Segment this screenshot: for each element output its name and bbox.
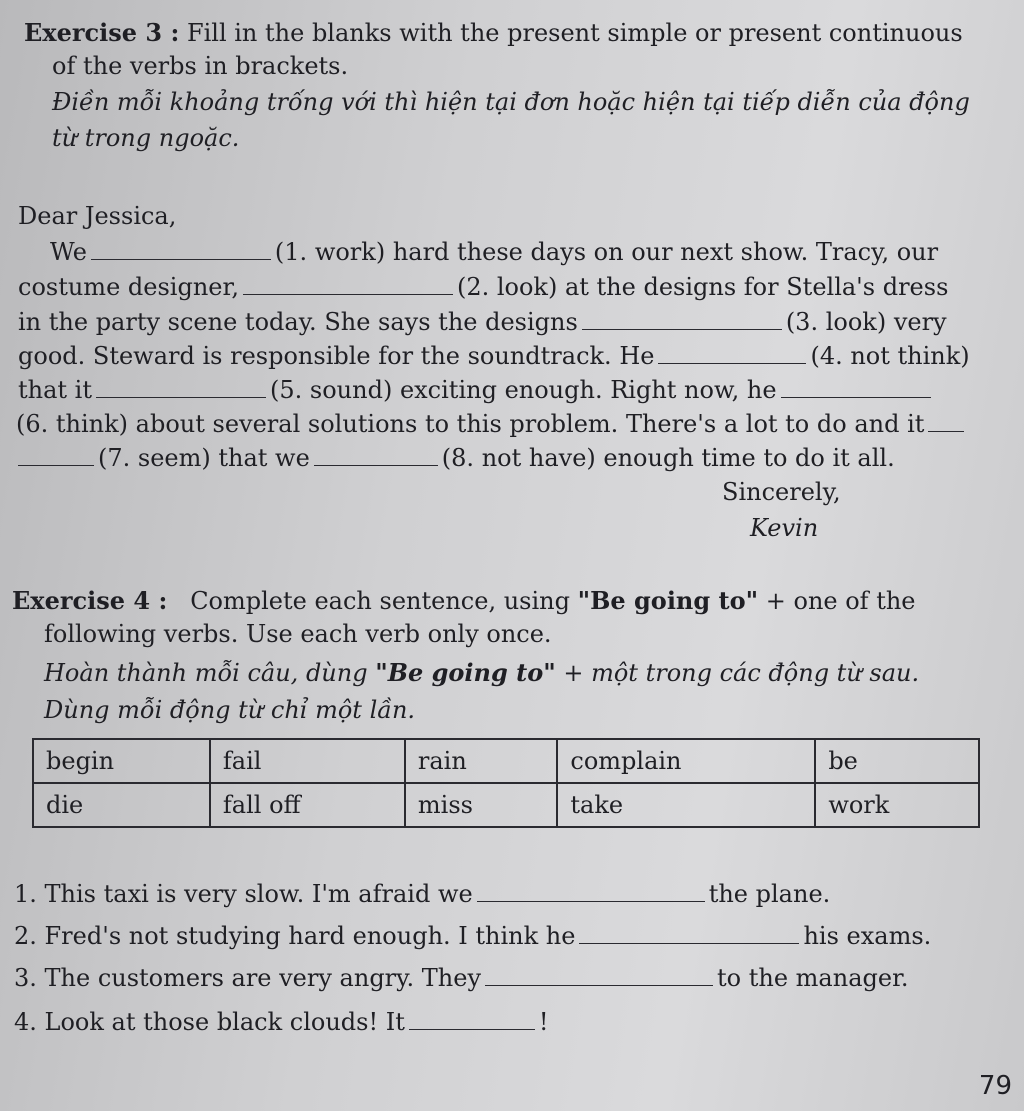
exercise-4-instruction-text: + one of the — [758, 587, 916, 615]
answer-blank-4[interactable] — [409, 1028, 535, 1030]
letter-line-1 — [50, 238, 938, 266]
verb-table-row — [33, 739, 979, 783]
letter-line-text: (7. seem) that we — [98, 444, 310, 472]
letter-line-text: that it — [18, 376, 93, 404]
letter-line-text: (4. not think) — [810, 342, 970, 370]
exercise-4-heading: Exercise 4 : — [12, 586, 168, 615]
sentence-text: the plane. — [708, 880, 831, 908]
letter-line-6 — [16, 410, 968, 438]
blank-2[interactable] — [243, 293, 453, 295]
letter-line-3 — [18, 308, 947, 336]
letter-line-text: We — [50, 238, 87, 266]
sentence-text: 4. Look at those black clouds! It — [14, 1008, 405, 1036]
letter-line-text: (8. not have) enough time to do it all. — [441, 444, 895, 472]
sentence-text: his exams. — [803, 922, 932, 950]
sentence-4 — [14, 1008, 549, 1036]
blank-1[interactable] — [91, 258, 271, 260]
sentence-3 — [14, 964, 909, 992]
sentence-1 — [14, 880, 830, 908]
letter-line-text: costume designer, — [18, 273, 239, 301]
blank-8[interactable] — [314, 464, 438, 466]
letter-line-text: (2. look) at the designs for Stella's dress — [456, 273, 949, 301]
blank-7[interactable] — [18, 464, 94, 466]
exercise-3-vi-line1: Điền mỗi khoảng trống với thì hiện tại đơn hoặc hiện tại tiếp diễn của động — [52, 88, 970, 116]
letter-closing: Sincerely, — [722, 478, 841, 506]
verb-cell: work — [815, 783, 979, 827]
exercise-4-vi-line2: Dùng mỗi động từ chỉ một lần. — [44, 696, 416, 724]
letter-signature: Kevin — [750, 514, 819, 542]
sentence-text: 3. The customers are very angry. They — [14, 964, 482, 992]
exercise-4-instruction-line1 — [12, 586, 916, 615]
answer-blank-3[interactable] — [485, 984, 713, 986]
be-going-to-emphasis: "Be going to" — [577, 586, 759, 615]
exercise-3-heading: Exercise 3 : — [24, 18, 180, 47]
verb-cell: begin — [33, 739, 210, 783]
letter-line-text: (3. look) very — [785, 308, 947, 336]
blank-6[interactable] — [781, 396, 931, 398]
sentence-2 — [14, 922, 931, 950]
verb-table-row — [33, 783, 979, 827]
blank-4[interactable] — [658, 362, 806, 364]
blank-5[interactable] — [96, 396, 266, 398]
letter-line-text: (6. think) about several solutions to this problem. There's a lot to do and it — [16, 410, 925, 438]
exercise-3-vi-line2: từ trong ngoặc. — [52, 124, 240, 152]
answer-blank-2[interactable] — [579, 942, 799, 944]
letter-line-4 — [18, 342, 970, 370]
letter-line-text: good. Steward is responsible for the soundtrack. He — [18, 342, 655, 370]
letter-greeting: Dear Jessica, — [18, 202, 177, 230]
exercise-4-vi-line1 — [44, 658, 919, 687]
blank-3[interactable] — [582, 328, 782, 330]
answer-blank-1[interactable] — [477, 900, 705, 902]
page-number: 79 — [978, 1071, 1012, 1101]
letter-line-text: (1. work) hard these days on our next show. Tracy, our — [274, 238, 939, 266]
verb-table — [32, 738, 980, 828]
sentence-text: to the manager. — [717, 964, 909, 992]
letter-line-text: (5. sound) exciting enough. Right now, he — [270, 376, 777, 404]
verb-cell: rain — [405, 739, 557, 783]
sentence-text: 2. Fred's not studying hard enough. I think he — [14, 922, 576, 950]
verb-cell: fall off — [210, 783, 405, 827]
blank-7-start[interactable] — [928, 430, 964, 432]
verb-cell: be — [815, 739, 979, 783]
exercise-3-instruction-text: Fill in the blanks with the present simple or present continuous — [186, 19, 963, 47]
exercise-4-instruction-line2: following verbs. Use each verb only once. — [44, 620, 552, 648]
letter-line-2 — [18, 273, 948, 301]
verb-cell: take — [557, 783, 815, 827]
exercise-3-instruction-line2: of the verbs in brackets. — [52, 52, 349, 80]
verb-cell: miss — [405, 783, 557, 827]
letter-line-5 — [18, 376, 935, 404]
verb-cell: die — [33, 783, 210, 827]
verb-cell: fail — [210, 739, 405, 783]
letter-line-text: in the party scene today. She says the designs — [18, 308, 578, 336]
exercise-3-instruction-line1 — [24, 18, 963, 47]
be-going-to-emphasis-vi: "Be going to" — [375, 658, 556, 687]
exercise-4-instruction-text: Complete each sentence, using — [190, 587, 578, 615]
sentence-text: 1. This taxi is very slow. I'm afraid we — [14, 880, 473, 908]
verb-cell: complain — [557, 739, 815, 783]
exercise-4-vi-text: + một trong các động từ sau. — [555, 659, 920, 687]
sentence-text: ! — [538, 1008, 549, 1036]
letter-line-7 — [18, 444, 895, 472]
exercise-4-vi-text: Hoàn thành mỗi câu, dùng — [44, 659, 376, 687]
